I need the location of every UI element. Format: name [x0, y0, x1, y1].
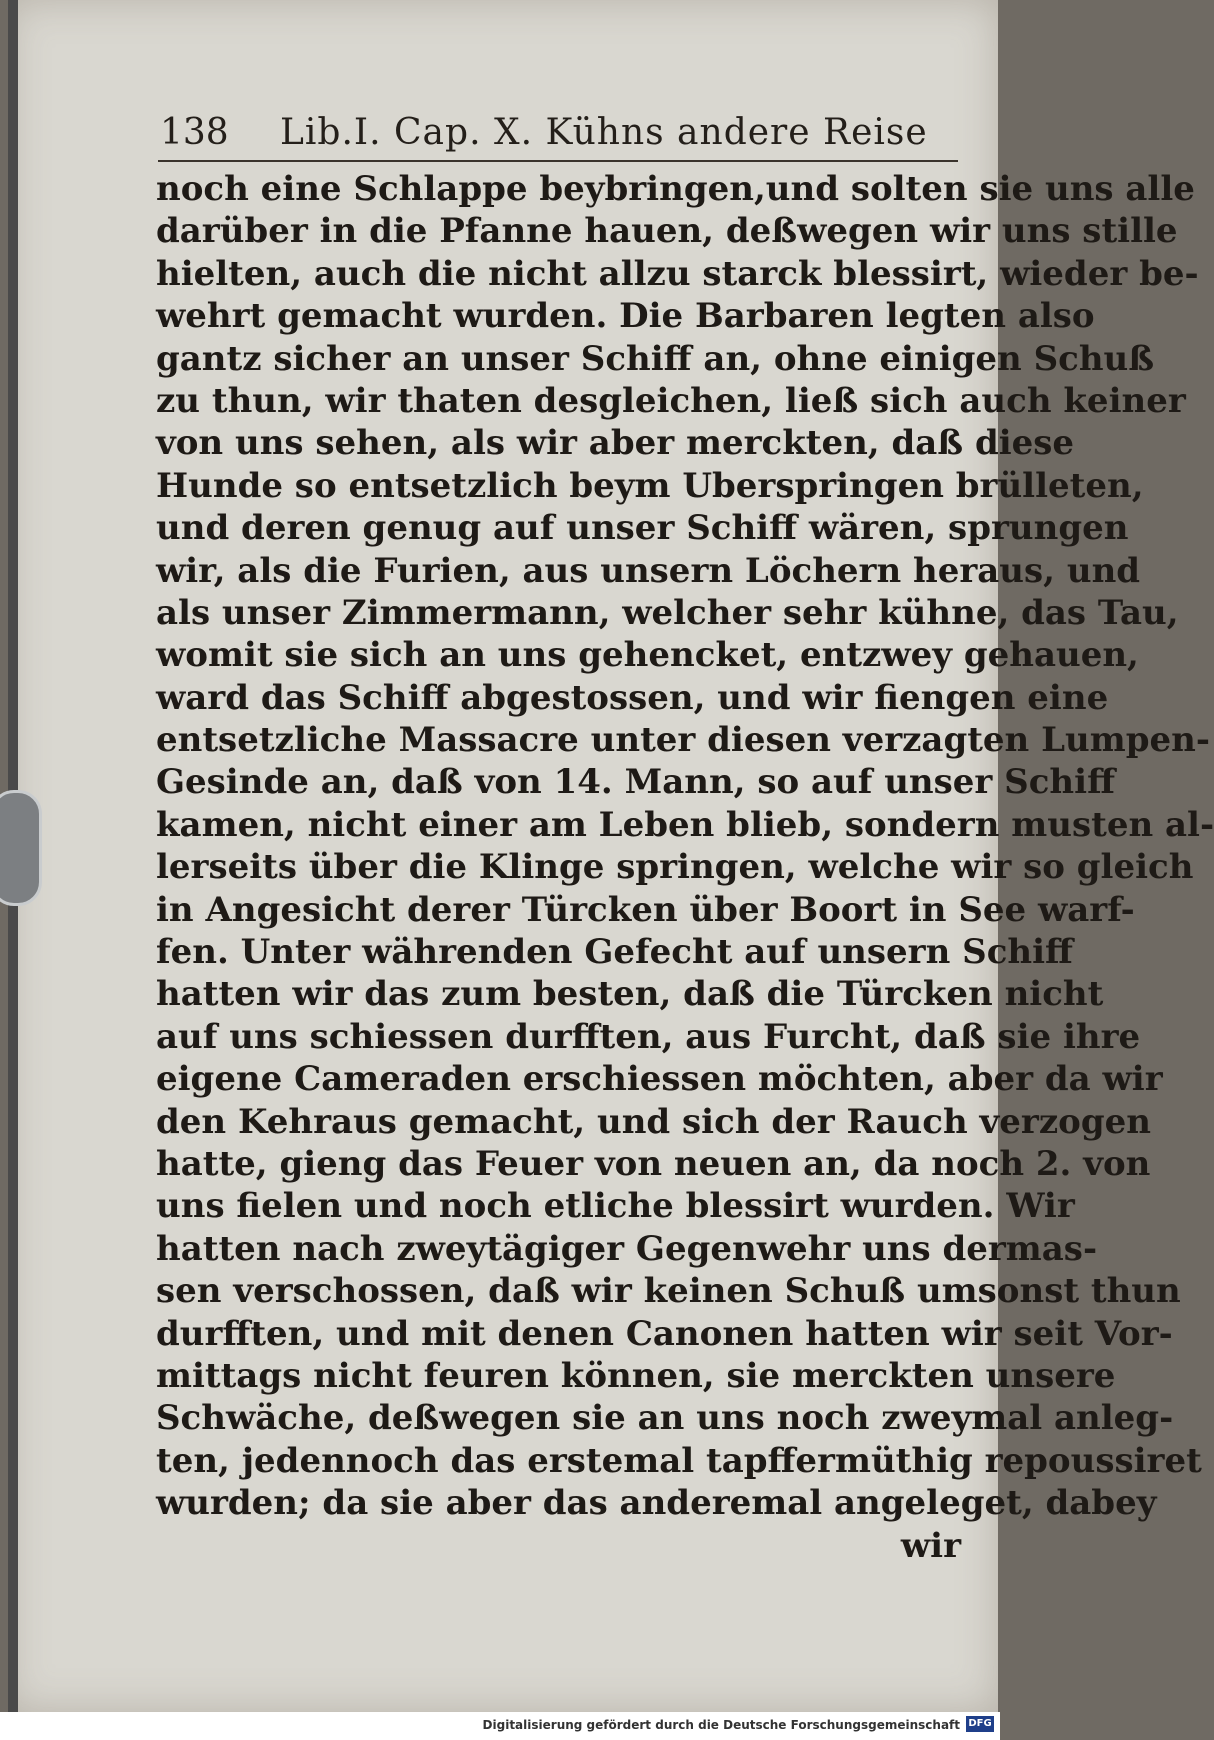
- text-line: uns fielen und noch etliche blessirt wurden. Wir: [156, 1186, 1075, 1227]
- text-line: und deren genug auf unser Schiff wären, sprungen: [156, 508, 1129, 549]
- page-header: [150, 104, 956, 160]
- header-rule: [158, 160, 958, 162]
- text-line: Hunde so entsetzlich beym Uberspringen brülleten,: [156, 465, 1144, 506]
- text-line: kamen, nicht einer am Leben blieb, sondern musten al-: [156, 804, 1214, 845]
- binding-clip: [0, 790, 42, 906]
- page-number: 138: [160, 112, 229, 153]
- text-line: auf uns schiessen durfften, aus Furcht, daß sie ihre: [156, 1016, 1141, 1057]
- text-line: durfften, und mit denen Canonen hatten wir seit Vor-: [156, 1313, 1173, 1354]
- text-line: noch eine Schlappe beybringen,und solten sie uns alle: [156, 169, 1195, 209]
- text-line: darüber in die Pfanne hauen, deßwegen wir uns stille: [156, 211, 1178, 252]
- footer-bar: [0, 1712, 1000, 1740]
- text-line: gantz sicher an unser Schiff an, ohne einigen Schuß: [156, 338, 1155, 379]
- text-line: fen. Unter währenden Gefecht auf unsern Schiff: [156, 932, 1073, 973]
- book-page: [8, 0, 1214, 1712]
- text-line: wir, als die Furien, aus unsern Löchern heraus, und: [156, 550, 1141, 591]
- text-line: entsetzliche Massacre unter diesen verzagten Lumpen-: [156, 720, 1210, 761]
- text-line: wurden; da sie aber das anderemal angeleget, dabey: [156, 1483, 1157, 1524]
- text-line: von uns sehen, als wir aber merckten, daß diese: [156, 423, 1075, 464]
- text-line: ten, jedennoch das erstemal tapffermüthig repoussiret: [156, 1440, 1202, 1481]
- text-line: mittags nicht feuren können, sie merckten unsere: [156, 1355, 1116, 1396]
- text-line: als unser Zimmermann, welcher sehr kühne, das Tau,: [156, 592, 1179, 633]
- text-line: sen verschossen, daß wir keinen Schuß umsonst thun: [156, 1271, 1181, 1312]
- text-line: Gesinde an, daß von 14. Mann, so auf unser Schiff: [156, 762, 1115, 803]
- text-line: den Kehraus gemacht, und sich der Rauch verzogen: [156, 1101, 1151, 1142]
- body-text: [156, 168, 1214, 1567]
- text-line: hielten, auch die nicht allzu starck blessirt, wieder be-: [156, 253, 1199, 294]
- funding-credit: Digitalisierung gefördert durch die Deutsche Forschungsgemeinschaft: [482, 1718, 960, 1732]
- text-line: ward das Schiff abgestossen, und wir fiengen eine: [156, 677, 1109, 718]
- text-line: lerseits über die Klinge springen, welche wir so gleich: [156, 847, 1194, 888]
- text-line: Schwäche, deßwegen sie an uns noch zweymal anleg-: [156, 1398, 1174, 1439]
- catchword: wir: [900, 1525, 961, 1566]
- text-line: eigene Cameraden erschiessen möchten, aber da wir: [156, 1059, 1163, 1100]
- text-line: hatte, gieng das Feuer von neuen an, da noch 2. von: [156, 1143, 1151, 1184]
- text-line: wehrt gemacht wurden. Die Barbaren legten also: [156, 296, 1095, 337]
- text-line: hatten wir das zum besten, daß die Türcken nicht: [156, 974, 1104, 1015]
- text-line: in Angesicht derer Türcken über Boort in See warf-: [156, 889, 1135, 930]
- text-line: hatten nach zweytägiger Gegenwehr uns dermas-: [156, 1228, 1098, 1269]
- running-title: Lib.I. Cap. X. Kühns andere Reise: [280, 112, 928, 153]
- dfg-logo: DFG: [966, 1716, 994, 1732]
- text-line: zu thun, wir thaten desgleichen, ließ sich auch keiner: [156, 380, 1186, 421]
- text-line: womit sie sich an uns gehencket, entzwey gehauen,: [156, 635, 1139, 676]
